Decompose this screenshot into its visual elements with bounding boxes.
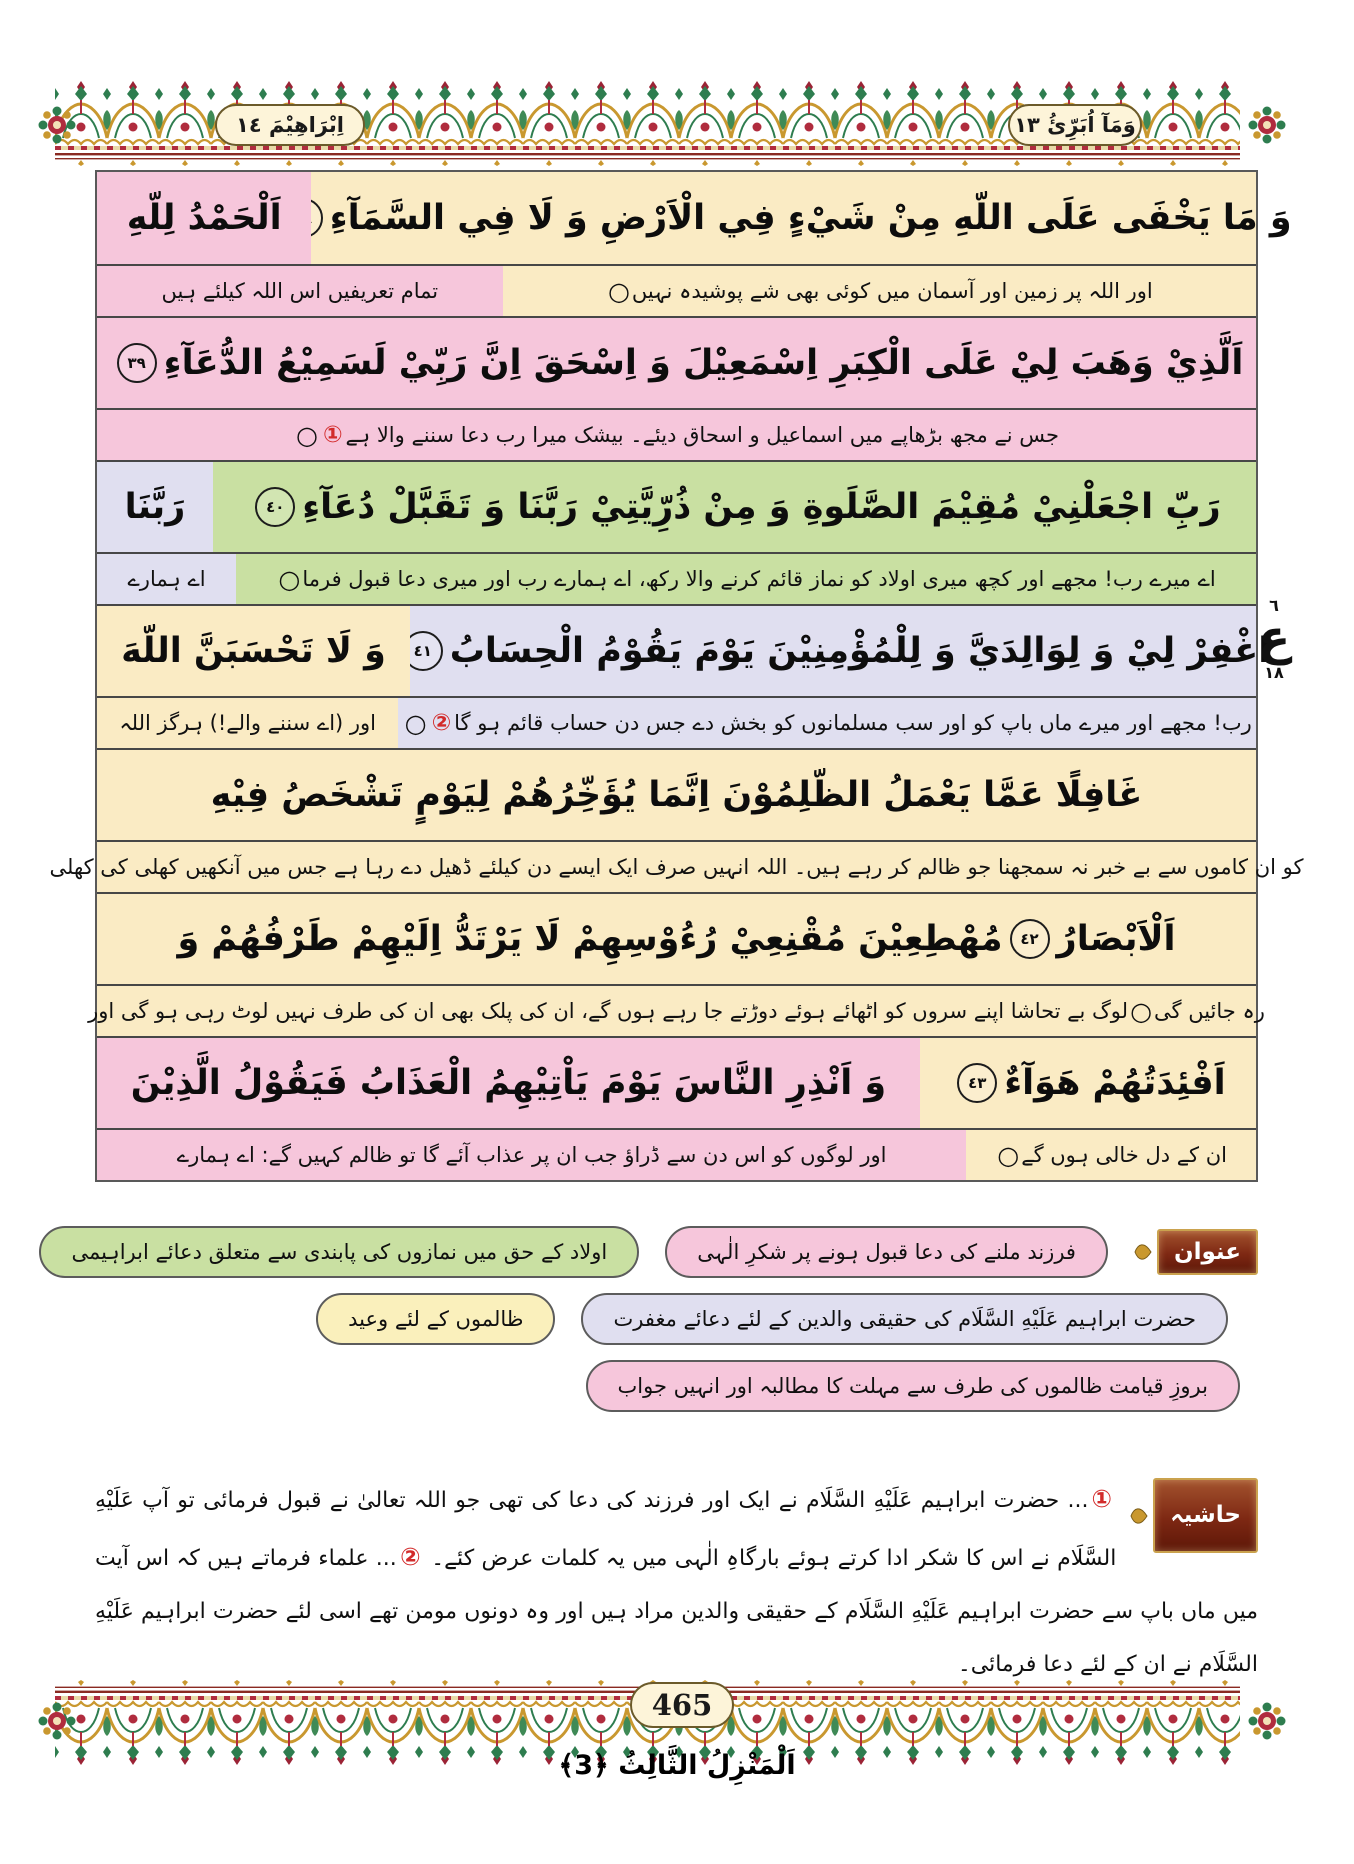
ornament-leaf-icon — [1130, 1503, 1148, 1529]
surah-name-cartouche — [215, 104, 365, 146]
urdu-segment: اے ہمارے — [97, 554, 236, 604]
unwan-badge-label: عنوان — [1157, 1229, 1258, 1275]
urdu-segment: اے میرے رب! مجھے اور کچھ میری اولاد کو نماز قائم کرنے والا رکھ، اے ہمارے رب اور میری دعا قبول فرما ○ — [236, 554, 1256, 604]
verse-count-label: ١٨ — [1264, 662, 1284, 682]
ain-ruku-symbol: ع — [1257, 610, 1291, 666]
arabic-verse-row — [97, 316, 1256, 408]
footnote-text — [95, 1485, 1258, 1677]
ayah-number-badge: ٣٩ — [117, 343, 157, 383]
verse-end-circle: ○ — [404, 708, 427, 738]
topic-oval: حضرت ابراہیم عَلَيْهِ السَّلَام کی حقیقی والدین کے لئے دعائے مغفرت — [581, 1293, 1228, 1345]
verse-end-circle: ○ — [1130, 996, 1153, 1026]
footnote-note-text: ... علماء فرماتے ہیں کہ اس آیت میں ماں باپ سے حضرت ابراہیم عَلَيْهِ السَّلَام کے حقیقی والدین مراد ہیں اور وہ دونوں مومن تھے اسی لئے حضرت ابراہیم عَلَيْهِ السَّلَام نے ان کے لئے دعا فرمائی۔ — [95, 1546, 1258, 1677]
footnote-marker: ② — [399, 1543, 421, 1572]
footnote-section — [95, 1470, 1258, 1692]
hashiya-badge-label: حاشیہ — [1153, 1478, 1258, 1553]
juz-name-label: وَمَآ اُبَرِّئُ ١٣ — [1014, 113, 1136, 137]
manzil-label: اَلْمَنْزِلُ الثَّالِثُ ﴿3﴾ — [558, 1750, 796, 1781]
topic-oval: اولاد کے حق میں نمازوں کی پابندی سے متعلق دعائے ابراہیمی — [39, 1226, 639, 1278]
urdu-translation-row — [97, 1128, 1256, 1180]
arabic-segment: اَلْحَمْدُ لِلّهِ — [97, 172, 311, 264]
urdu-segment: رب! مجھے اور میرے ماں باپ کو اور سب مسلمانوں کو بخش دے جس دن حساب قائم ہو گا ② ○ — [398, 698, 1256, 748]
arabic-segment: اَلَّذِيْ وَهَبَ لِيْ عَلَى الْكِبَرِ اِسْمَعِيْلَ وَ اِسْحَقَ اِنَّ رَبِّيْ لَسَمِيْعُ الدُّعَآءِ ٣٩ — [97, 318, 1256, 408]
rosette-ornament-icon — [36, 1700, 78, 1742]
topic-headings-section — [71, 1226, 1258, 1412]
arabic-verse-row — [97, 172, 1292, 264]
topic-oval: ظالموں کے لئے وعید — [316, 1293, 555, 1345]
ayah-number-badge: ٤٠ — [255, 487, 295, 527]
arabic-segment: رَبَّنَا — [97, 462, 213, 552]
verse-end-circle: ○ — [295, 420, 318, 450]
topic-line-2 — [95, 1293, 1258, 1345]
arabic-segment: وَ لَا تَحْسَبَنَّ اللّهَ — [97, 606, 410, 696]
arabic-verse-row — [97, 460, 1256, 552]
ayah-number-badge: ٤٣ — [957, 1063, 997, 1103]
urdu-translation-row — [88, 984, 1265, 1036]
ruku-count-label: ٦ — [1269, 596, 1279, 615]
arabic-segment: اغْفِرْ لِيْ وَ لِوَالِدَيَّ وَ لِلْمُؤْمِنِيْنَ يَوْمَ يَقُوْمُ الْحِسَابُ ٤١ — [410, 606, 1256, 696]
urdu-segment: رہ جائیں گی ○ لوگ بے تحاشا اپنے سروں کو اٹھائے ہوئے دوڑتے جا رہے ہوں گے، ان کی پلک بھی ان کی طرف نہیں لوٹ رہی ہو گی اور — [97, 986, 1256, 1036]
footnote-marker: ① — [322, 422, 343, 448]
topic-line-1 — [71, 1226, 1258, 1278]
arabic-verse-row — [97, 604, 1271, 696]
arabic-segment: وَ اَنْذِرِ النَّاسَ يَوْمَ يَاْتِيْهِمُ الْعَذَابُ فَيَقُوْلُ الَّذِيْنَ — [97, 1038, 920, 1128]
surah-name-label: اِبْرَاهِيْمَ ١٤ — [236, 113, 344, 137]
urdu-translation-row — [97, 552, 1256, 604]
rosette-ornament-icon — [1246, 1700, 1288, 1742]
unwan-badge — [1134, 1229, 1258, 1275]
arabic-segment: غَافِلًا عَمَّا يَعْمَلُ الظّلِمُوْنَ اِنَّمَا يُؤَخِّرُهُمْ لِيَوْمٍ تَشْخَصُ فِيْهِ — [97, 750, 1256, 840]
ayah-number-badge: ٤٢ — [1010, 919, 1050, 959]
urdu-translation-row — [97, 408, 1256, 460]
urdu-segment: تمام تعریفیں اس اللہ کیلئے ہیں — [97, 266, 503, 316]
arabic-verse-row — [97, 748, 1256, 840]
juz-name-cartouche — [1008, 104, 1142, 146]
topic-oval: فرزند ملنے کی دعا قبول ہونے پر شکرِ الٰہی — [665, 1226, 1108, 1278]
hashiya-badge — [1130, 1478, 1258, 1553]
urdu-translation-row — [49, 840, 1304, 892]
arabic-segment: رَبِّ اجْعَلْنِيْ مُقِيْمَ الصَّلَوةِ وَ مِنْ ذُرِّيَّتِيْ رَبَّنَا وَ تَقَبَّلْ دُعَآءِ ٤٠ — [213, 462, 1256, 552]
urdu-segment: اور اللہ پر زمین اور آسمان میں کوئی بھی شے پوشیدہ نہیں ○ — [503, 266, 1256, 316]
verse-end-circle: ○ — [997, 1140, 1020, 1170]
urdu-segment: کو ان کاموں سے بے خبر نہ سمجھنا جو ظالم کر رہے ہیں۔ اللہ انہیں صرف ایک ایسے دن کیلئے ڈھیل دے رہا ہے جس میں آنکھیں کھلی کی کھلی — [97, 842, 1256, 892]
urdu-segment: ان کے دل خالی ہوں گے ○ — [966, 1130, 1256, 1180]
arabic-segment: اَلْاَبْصَارُ ٤٢ مُهْطِعِيْنَ مُقْنِعِيْ رُءُوْسِهِمْ لَا يَرْتَدُّ اِلَيْهِمْ طَرْفُهُمْ وَ — [97, 894, 1256, 984]
urdu-segment: اور لوگوں کو اس دن سے ڈراؤ جب ان پر عذاب آئے گا تو ظالم کہیں گے: اے ہمارے — [97, 1130, 966, 1180]
urdu-segment: جس نے مجھ بڑھاپے میں اسماعیل و اسحاق دیئے۔ بیشک میرا رب دعا سننے والا ہے ① ○ — [97, 410, 1256, 460]
footnote-note-text: ... حضرت ابراہیم عَلَيْهِ السَّلَام نے ایک اور فرزند کی دعا کی تھی جو اللہ تعالیٰ نے قبول فرمائی تو آپ عَلَيْهِ السَّلَام نے اس کا شکر ادا کرتے ہوئے بارگاہِ الٰہی میں یہ کلمات عرض کئے۔ — [95, 1488, 1117, 1572]
urdu-translation-row — [97, 264, 1256, 316]
page-number: 465 — [651, 1688, 713, 1722]
arabic-verse-row — [97, 892, 1256, 984]
rosette-ornament-icon — [36, 104, 78, 146]
arabic-segment: اَفْئِدَتُهُمْ هَوَآءٌ ٤٣ — [920, 1038, 1256, 1128]
page-number-cartouche — [630, 1682, 734, 1728]
topic-oval: بروزِ قیامت ظالموں کی طرف سے مہلت کا مطالبہ اور انہیں جواب — [586, 1360, 1240, 1412]
urdu-translation-row — [97, 696, 1256, 748]
arabic-verse-row — [97, 1036, 1256, 1128]
arabic-segment: وَ مَا يَخْفَى عَلَى اللّهِ مِنْ شَيْءٍ فِي الْاَرْضِ وَ لَا فِي السَّمَآءِ — [311, 172, 1256, 264]
urdu-segment: اور (اے سننے والے!) ہرگز اللہ — [97, 698, 398, 748]
verse-end-circle: ○ — [607, 276, 630, 306]
ornament-leaf-icon — [1134, 1239, 1152, 1265]
ayah-number-badge: ٤١ — [403, 631, 443, 671]
verse-end-circle: ○ — [278, 564, 301, 594]
rosette-ornament-icon — [1246, 104, 1288, 146]
topic-line-3 — [95, 1360, 1258, 1412]
footnote-marker: ① — [1091, 1485, 1114, 1513]
footnote-marker: ② — [431, 710, 452, 736]
ruku-margin-marker — [1252, 596, 1296, 682]
